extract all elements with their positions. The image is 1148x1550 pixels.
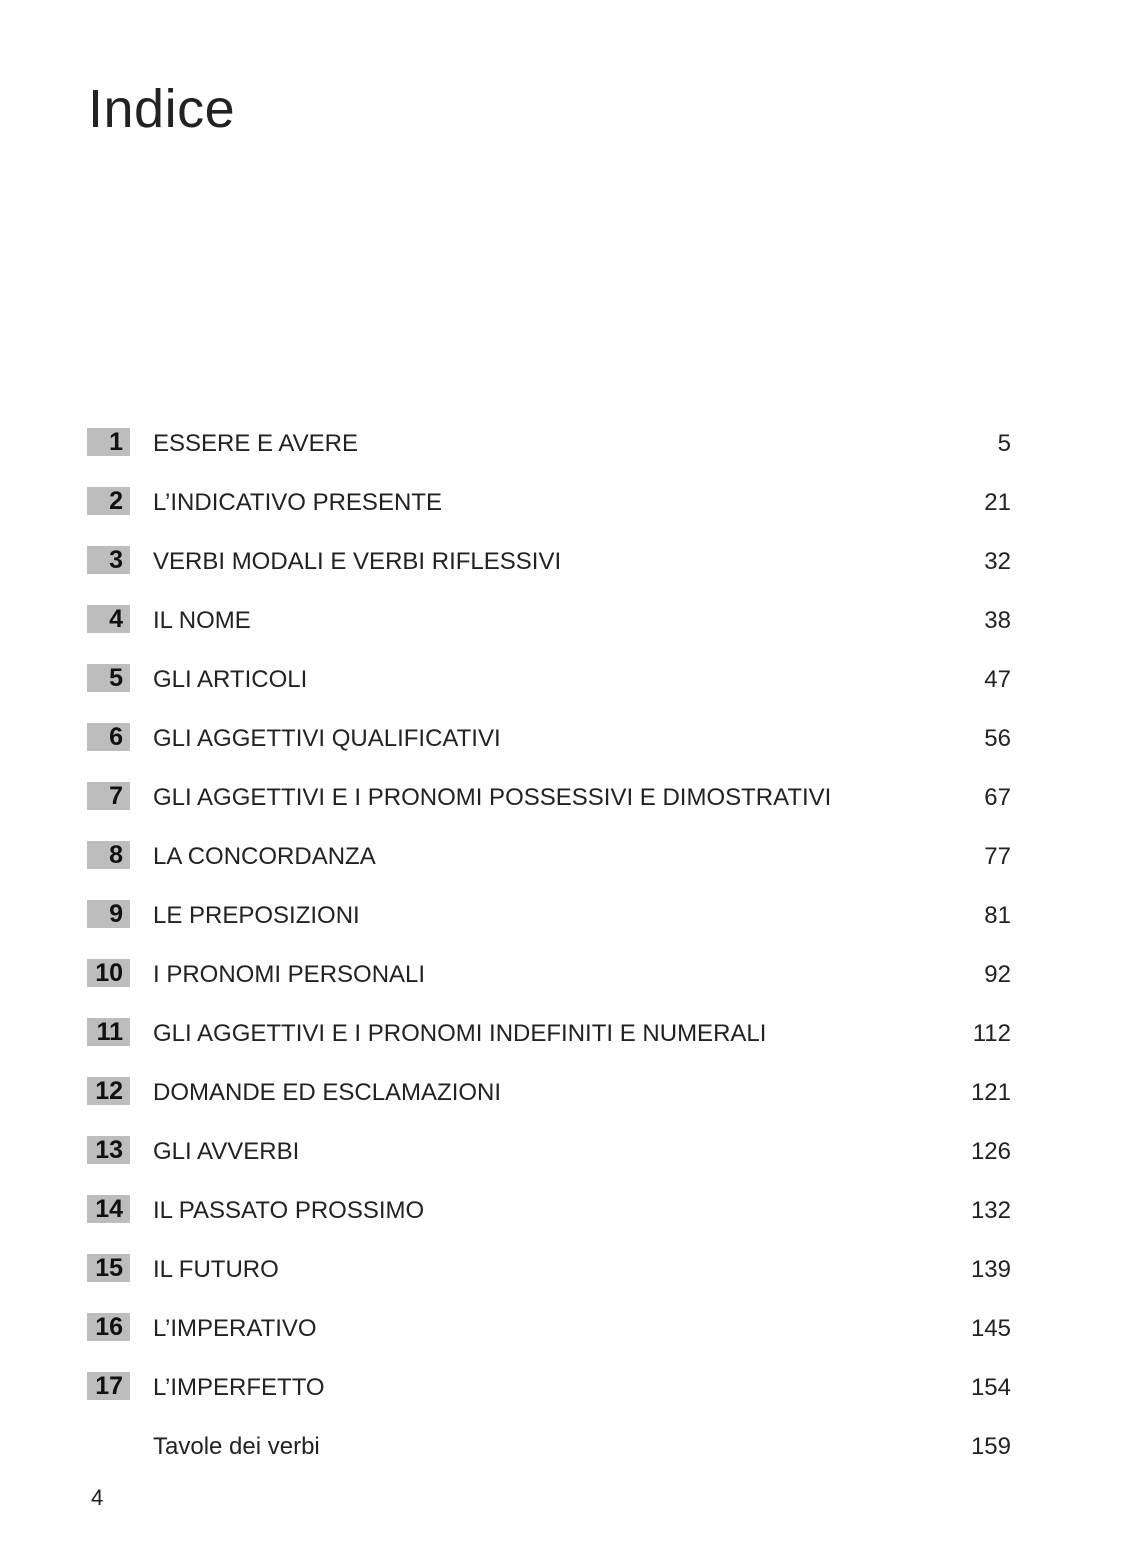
page-number: 145: [970, 1315, 1011, 1342]
toc-entry-15[interactable]: [87, 1249, 1011, 1308]
chapter-number-badge: 13: [87, 1136, 130, 1164]
toc-entry-appendix[interactable]: [87, 1426, 1011, 1485]
chapter-title: L’IMPERFETTO: [153, 1374, 325, 1401]
page-number: 126: [970, 1138, 1011, 1165]
toc-entry-2[interactable]: [87, 482, 1011, 541]
chapter-number-badge: 8: [87, 841, 130, 869]
toc-entry-1[interactable]: [87, 423, 1011, 482]
toc-entry-11[interactable]: [87, 1013, 1011, 1072]
chapter-number-badge: 2: [87, 487, 130, 515]
toc-entry-17[interactable]: [87, 1367, 1011, 1426]
chapter-title: VERBI MODALI E VERBI RIFLESSIVI: [153, 548, 562, 575]
appendix-title: Tavole dei verbi: [153, 1433, 320, 1460]
chapter-number-badge: 14: [87, 1195, 130, 1223]
chapter-title: IL PASSATO PROSSIMO: [153, 1197, 425, 1224]
toc-entry-8[interactable]: [87, 836, 1011, 895]
toc-entry-6[interactable]: [87, 718, 1011, 777]
page-number: 159: [970, 1433, 1011, 1460]
toc-entry-13[interactable]: [87, 1131, 1011, 1190]
chapter-title: LA CONCORDANZA: [153, 843, 376, 870]
chapter-title: DOMANDE ED ESCLAMAZIONI: [153, 1079, 502, 1106]
page-number: 21: [984, 489, 1011, 516]
page-number: 5: [997, 430, 1011, 457]
toc-entry-5[interactable]: [87, 659, 1011, 718]
page-number: 154: [970, 1374, 1011, 1401]
page-number: 92: [984, 961, 1011, 988]
chapter-number-badge: 17: [87, 1372, 130, 1400]
toc-entry-3[interactable]: [87, 541, 1011, 600]
chapter-number-badge: 15: [87, 1254, 130, 1282]
page-number: 139: [970, 1256, 1011, 1283]
chapter-number-badge: 4: [87, 605, 130, 633]
chapter-title: I PRONOMI PERSONALI: [153, 961, 426, 988]
toc-entry-16[interactable]: [87, 1308, 1011, 1367]
chapter-title: GLI AGGETTIVI E I PRONOMI INDEFINITI E NUMERALI: [153, 1020, 767, 1047]
page-number: 32: [984, 548, 1011, 575]
toc-entry-4[interactable]: [87, 600, 1011, 659]
chapter-title: L’INDICATIVO PRESENTE: [153, 489, 442, 516]
chapter-title: GLI AGGETTIVI QUALIFICATIVI: [153, 725, 501, 752]
page-number: 56: [984, 725, 1011, 752]
page-number: 112: [972, 1020, 1011, 1047]
chapter-title: ESSERE E AVERE: [153, 430, 358, 457]
page-title: Indice: [88, 79, 236, 139]
chapter-number-badge: 5: [87, 664, 130, 692]
chapter-number-badge: 6: [87, 723, 130, 751]
page-number: 67: [984, 784, 1011, 811]
page-number: 121: [970, 1079, 1011, 1106]
folio-page-number: 4: [91, 1485, 104, 1510]
chapter-title: L’IMPERATIVO: [153, 1315, 317, 1342]
toc-entry-12[interactable]: [87, 1072, 1011, 1131]
page-number: 132: [970, 1197, 1011, 1224]
toc-entry-9[interactable]: [87, 895, 1011, 954]
chapter-number-badge: 1: [87, 428, 130, 456]
chapter-title: GLI AVVERBI: [153, 1138, 300, 1165]
toc-entry-10[interactable]: [87, 954, 1011, 1013]
chapter-title: LE PREPOSIZIONI: [153, 902, 360, 929]
table-of-contents: [87, 423, 1011, 1485]
chapter-number-badge: 3: [87, 546, 130, 574]
chapter-number-badge: 9: [87, 900, 130, 928]
chapter-title: IL FUTURO: [153, 1256, 279, 1283]
toc-entry-14[interactable]: [87, 1190, 1011, 1249]
chapter-title: GLI ARTICOLI: [153, 666, 308, 693]
page-number: 38: [984, 607, 1011, 634]
chapter-title: GLI AGGETTIVI E I PRONOMI POSSESSIVI E DIMOSTRATIVI: [153, 784, 832, 811]
chapter-number-badge: 16: [87, 1313, 130, 1341]
chapter-number-badge: 12: [87, 1077, 130, 1105]
toc-entry-7[interactable]: [87, 777, 1011, 836]
page-number: 77: [984, 843, 1011, 870]
chapter-number-badge: 10: [87, 959, 130, 987]
page-number: 47: [984, 666, 1011, 693]
chapter-title: IL NOME: [153, 607, 251, 634]
chapter-number-badge: 7: [87, 782, 130, 810]
page-number: 81: [984, 902, 1011, 929]
chapter-number-badge: 11: [87, 1018, 130, 1046]
